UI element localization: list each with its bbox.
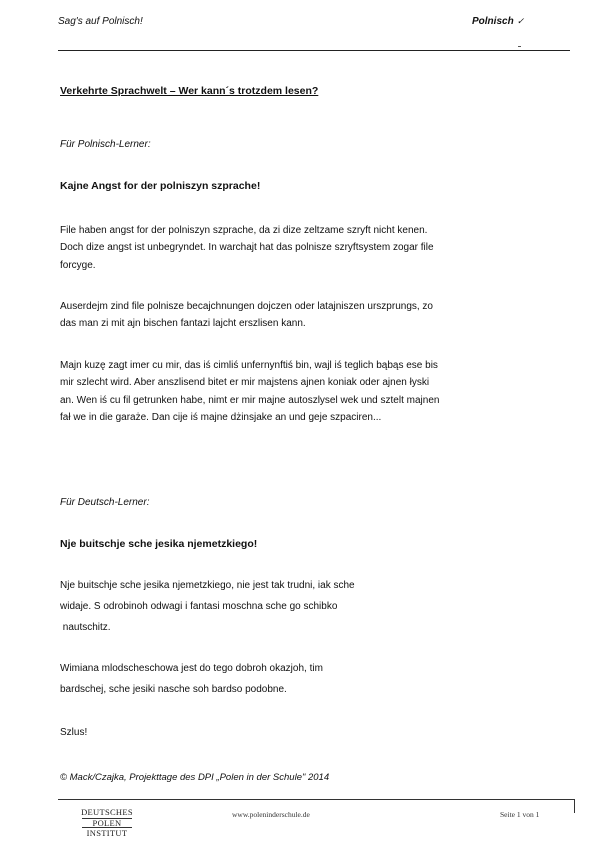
- text-line: nautschitz.: [60, 622, 111, 633]
- german-section-heading: Nje buitschje sche jesika njemetzkiego!: [60, 538, 258, 550]
- footer-url[interactable]: www.poleninderschule.de: [232, 810, 310, 819]
- logo-line: POLEN: [82, 818, 132, 829]
- text-line: Majn kuzę zagt imer cu mir, das iś cimliś unfernynftiś bin, wajl iś teglich bąbąs ese bis: [60, 360, 438, 371]
- text-line: Szlus!: [60, 727, 88, 738]
- dpi-logo: [72, 808, 142, 838]
- text-line: das man zi mit ajn bischen fantazi lajcht erszlisen kann.: [60, 318, 306, 330]
- text-line: File haben angst for der polniszyn szprache, da zi dize zeltzame szryft nicht kenen.: [60, 225, 428, 236]
- text-line: mir szlecht wird. Aber anszlisend bitet er mir majstens ajnen koniak oder ajnen łyski: [60, 377, 430, 389]
- header-rule: [58, 50, 570, 51]
- text-line: an. Wen iś cu fil getrunken habe, nimt er mir majne autoszlysel wek und sztelt majnen: [60, 394, 440, 406]
- footer-page-number: Seite 1 von 1: [500, 810, 540, 819]
- polish-paragraph-2: [60, 298, 433, 333]
- text-line: widaje. S odrobinoh odwagi i fantasi moschna sche go schibko: [60, 601, 338, 612]
- header-right-text: Polnisch: [472, 16, 514, 27]
- german-section-label: Für Deutsch-Lerner:: [60, 497, 150, 508]
- footer-rule: [58, 799, 574, 800]
- german-paragraph-1: [60, 575, 355, 638]
- polish-paragraph-1: [60, 222, 434, 274]
- logo-line: DEUTSCHES: [81, 807, 133, 817]
- check-mark-icon: ✓: [516, 16, 525, 26]
- german-paragraph-2: [60, 658, 323, 700]
- text-line: bardschej, sche jesiki nasche soh bardso podobne.: [60, 684, 287, 695]
- header-right: [472, 16, 524, 27]
- text-line: fał we in die garaże. Dan cije iś majne dżinsjake an und geje szpaciren...: [60, 411, 382, 423]
- text-line: Wimiana mlodscheschowa jest do tego dobroh okazjoh, tim: [60, 663, 323, 674]
- footer-rule-tick: [574, 799, 575, 813]
- header-tick: [518, 46, 521, 47]
- polish-section-heading: Kajne Angst for der polniszyn szprache!: [60, 180, 261, 192]
- header-left-text: Sag's auf Polnisch!: [58, 16, 143, 27]
- german-paragraph-3: [60, 722, 87, 743]
- text-line: forcyge.: [60, 259, 96, 271]
- polish-section-label: Für Polnisch-Lerner:: [60, 139, 151, 150]
- copyright-notice: © Mack/Czajka, Projekttage des DPI „Polen in der Schule" 2014: [60, 772, 330, 783]
- text-line: Auserdejm zind file polnisze becajchnungen dojczen oder latajniszen urszprungs, zo: [60, 301, 433, 312]
- page-title: Verkehrte Sprachwelt – Wer kann´s trotzdem lesen?: [60, 85, 319, 97]
- text-line: Doch dize angst ist unbegryndet. In warchajt hat das polnisze szryftsystem zogar file: [60, 242, 434, 254]
- polish-paragraph-3: [60, 357, 439, 426]
- text-line: Nje buitschje sche jesika njemetzkiego, nie jest tak trudni, iak sche: [60, 580, 355, 591]
- logo-line: INSTITUT: [86, 828, 128, 838]
